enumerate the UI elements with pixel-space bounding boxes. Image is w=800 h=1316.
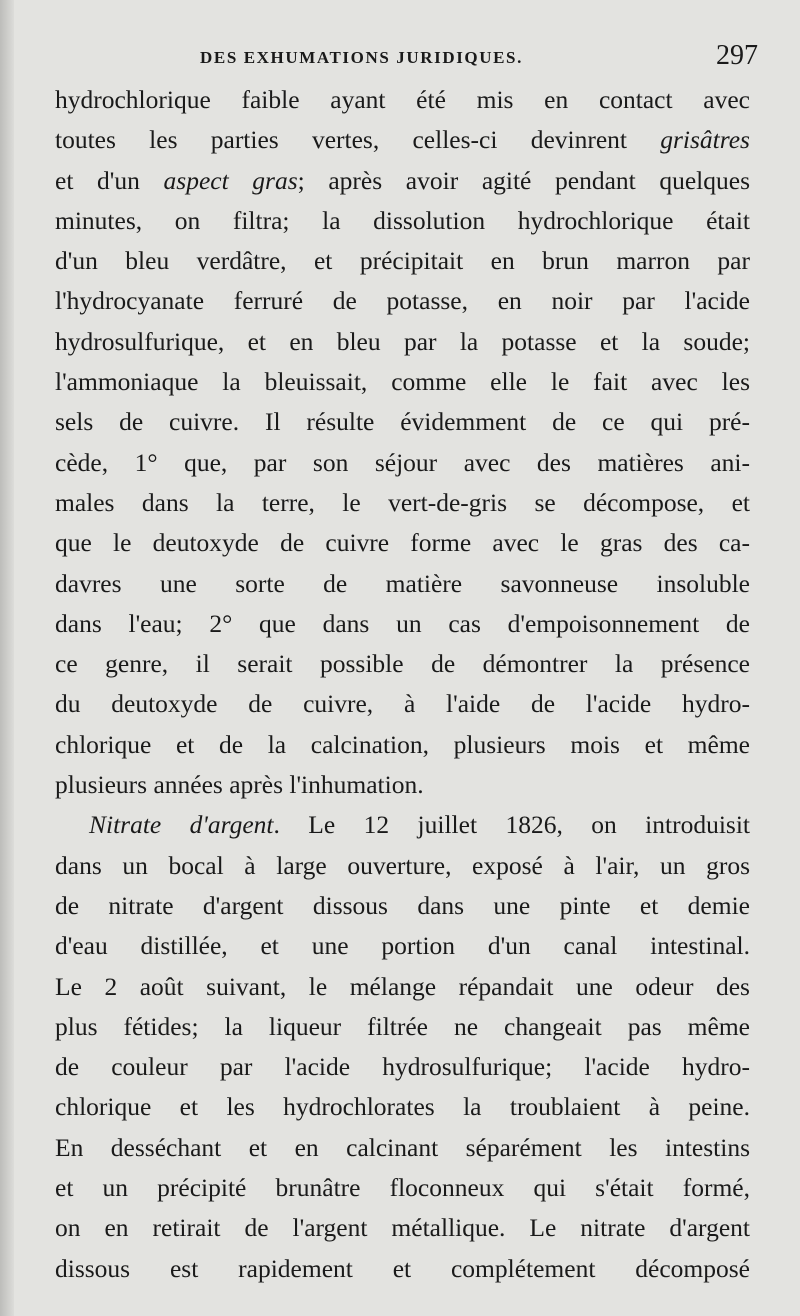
text-line: sels de cuivre. Il résulte évidemment de ce qui pré- (55, 407, 750, 437)
text-line: l'ammoniaque la bleuissait, comme elle le fait avec les (55, 367, 750, 397)
italic-text: aspect gras (163, 165, 298, 195)
text-line: hydrochlorique faible ayant été mis en contact avec (55, 85, 750, 114)
text-line: d'un bleu verdâtre, et précipitait en brun marron par (55, 246, 750, 276)
text-line: de couleur par l'acide hydrosulfurique; l'acide hydro- (55, 1052, 750, 1082)
text-line: de nitrate d'argent dissous dans une pinte et demie (55, 890, 750, 920)
text-fragment: ; après avoir agité pendant quelques (297, 165, 750, 195)
text-line: que le deutoxyde de cuivre forme avec le gras des ca- (55, 528, 750, 558)
running-title: DES EXHUMATIONS JURIDIQUES. (200, 48, 523, 67)
page-number: 297 (716, 40, 758, 71)
text-line: chlorique et de la calcination, plusieurs mois et même (55, 729, 750, 759)
page-header (0, 40, 800, 80)
text-fragment: . Le 12 juillet 1826, on introduisit (273, 810, 750, 840)
text-line: d'eau distillée, et une portion d'un canal intestinal. (55, 931, 750, 961)
text-line: dissous est rapidement et complétement décomposé (55, 1253, 750, 1283)
text-line: dans un bocal à large ouverture, exposé à l'air, un gros (55, 850, 750, 880)
page-edge-shadow (0, 0, 14, 1316)
text-line: et un précipité brunâtre floconneux qui s'était formé, (55, 1173, 750, 1203)
text-line: dans l'eau; 2° que dans un cas d'empoisonnement de (55, 608, 750, 638)
italic-text: grisâtres (660, 125, 750, 155)
text-line (55, 161, 750, 201)
text-line: on en retirait de l'argent métallique. Le nitrate d'argent (55, 1213, 750, 1243)
text-line: l'hydrocyanate ferruré de potasse, en noir par l'acide (55, 286, 750, 316)
text-line: hydrosulfurique, et en bleu par la potasse et la soude; (55, 326, 750, 356)
body-text (55, 80, 750, 1289)
text-fragment: et d'un (55, 165, 164, 195)
text-line: En desséchant et en calcinant séparément les intestins (55, 1132, 750, 1162)
text-line: males dans la terre, le vert-de-gris se décompose, et (55, 487, 750, 517)
text-line: plusieurs années après l'inhumation. (55, 770, 424, 800)
italic-text: Nitrate d'argent (89, 810, 274, 840)
text-line: du deutoxyde de cuivre, à l'aide de l'acide hydro- (55, 689, 750, 719)
text-line: davres une sorte de matière savonneuse insoluble (55, 568, 750, 598)
text-line: plus fétides; la liqueur filtrée ne changeait pas même (55, 1011, 750, 1041)
text-line: cède, 1° que, par son séjour avec des matières ani- (55, 447, 750, 477)
text-line: ce genre, il serait possible de démontrer la présence (55, 649, 750, 679)
text-line (55, 120, 750, 160)
text-line: minutes, on filtra; la dissolution hydrochlorique était (55, 205, 750, 235)
text-line (55, 805, 750, 845)
text-line: chlorique et les hydrochlorates la troublaient à peine. (55, 1092, 750, 1122)
text-line: Le 2 août suivant, le mélange répandait une odeur des (55, 971, 750, 1001)
text-fragment: toutes les parties vertes, celles-ci devinrent (55, 125, 661, 155)
